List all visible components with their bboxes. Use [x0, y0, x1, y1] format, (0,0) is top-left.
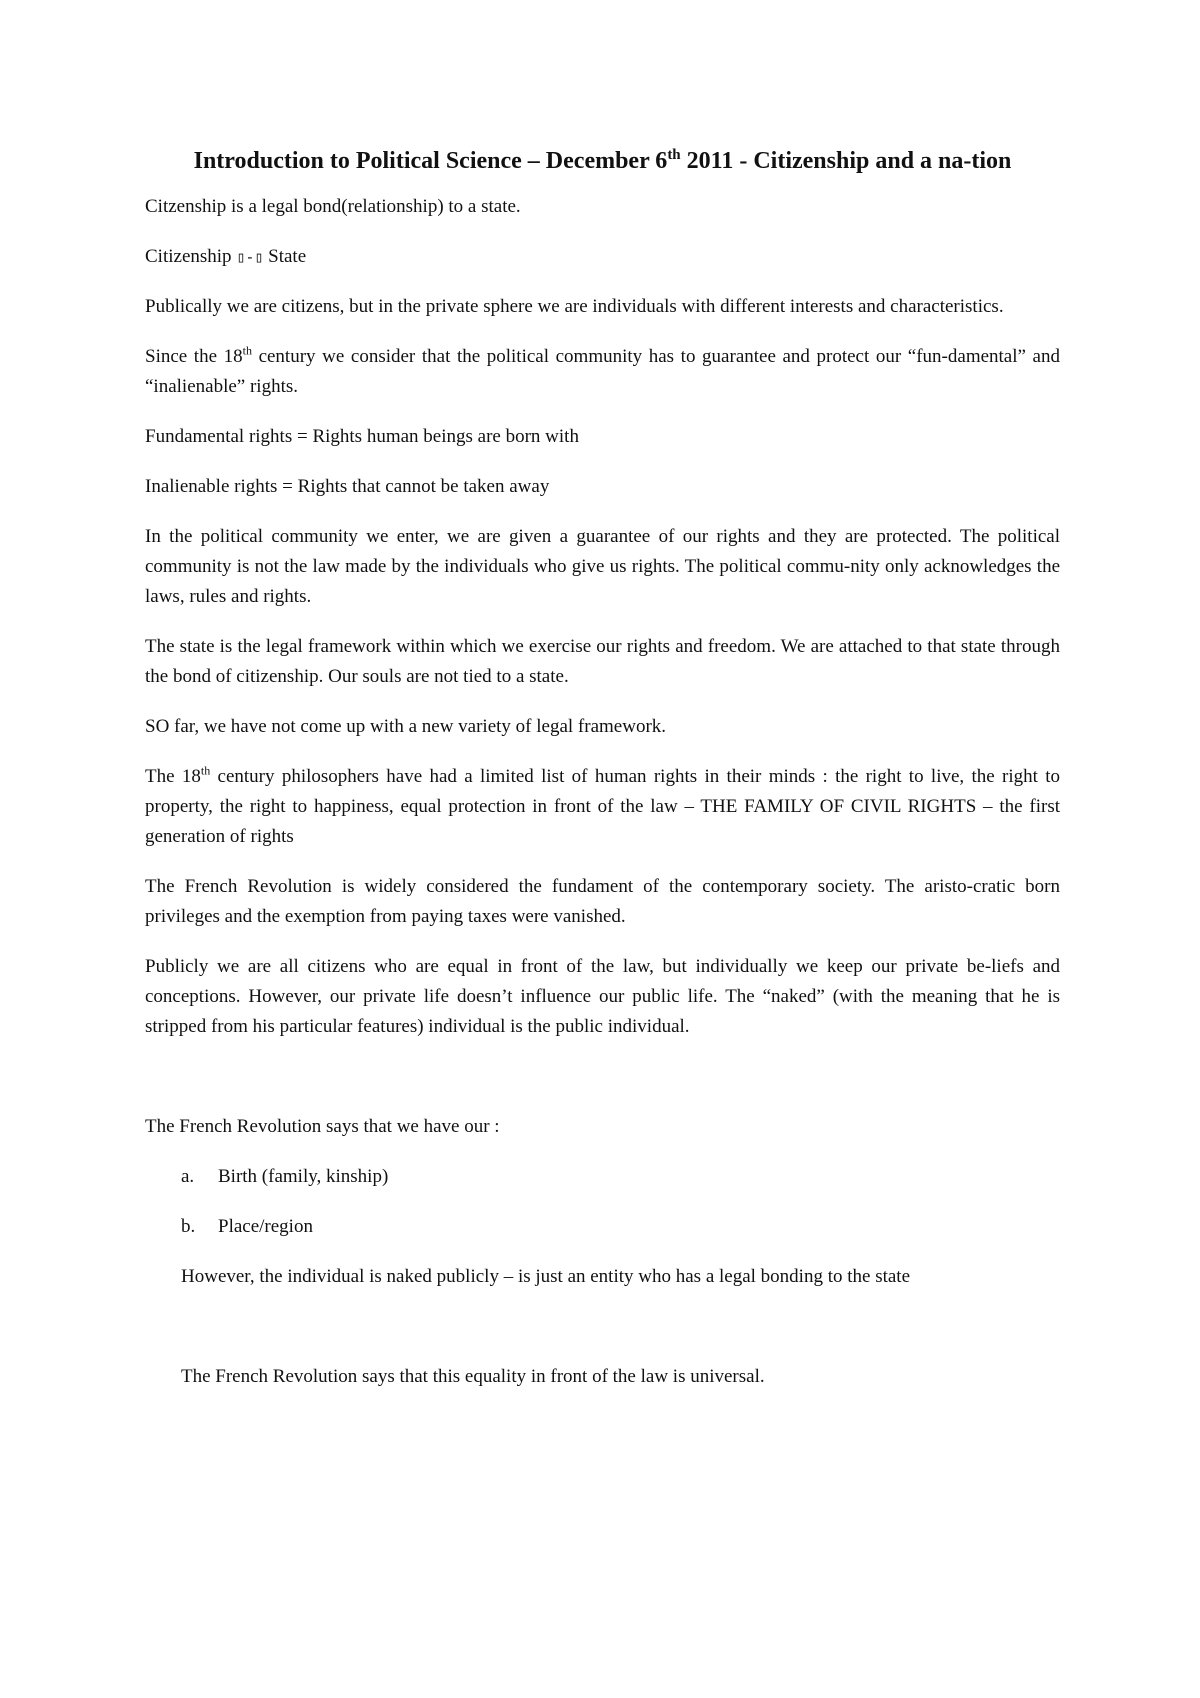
p4-text-end: century we consider that the political community has to guarantee and protect our “fun-damental” and “inalienable” rights. — [145, 346, 1060, 397]
paragraph-universal-equality: The French Revolution says that this equality in front of the law is universal. — [181, 1366, 765, 1387]
paragraph-inalienable-rights: Inalienable rights = Rights that cannot be taken away — [145, 476, 550, 497]
paragraph-so-far: SO far, we have not come up with a new variety of legal framework. — [145, 716, 667, 737]
paragraph-publicly-equal: Publicly we are all citizens who are equal in front of the law, but individually we keep our private be-liefs and conceptions. However, our private life doesn’t influence our public life. The “naked” (with the meaning that he is stripped from his particular features) individual is the public individual. — [145, 956, 1060, 1037]
citizenship-word: Citizenship — [145, 246, 232, 267]
list-item — [181, 1212, 1060, 1242]
list-item-text: Birth (family, kinship) — [218, 1166, 389, 1187]
double-arrow-icon: ▯-▯ — [236, 248, 264, 266]
paragraph-public-private: Publically we are citizens, but in the private sphere we are individuals with different interests and characteristics. — [145, 296, 1004, 317]
paragraph-citizenship-state — [145, 242, 1060, 272]
paragraph-legal-framework: The state is the legal framework within which we exercise our rights and freedom. We are attached to that state through the bond of citizenship. Our souls are not tied to a state. — [145, 636, 1060, 687]
paragraph-we-have-our: The French Revolution says that we have our : — [145, 1116, 500, 1137]
paragraph-naked-publicly: However, the individual is naked publicly – is just an entity who has a legal bonding to the state — [181, 1266, 911, 1287]
p10-superscript: th — [200, 763, 211, 778]
list-marker: b. — [181, 1216, 196, 1237]
title-text-end: 2011 - Citizenship and a na-tion — [680, 148, 1012, 174]
paragraph-philosophers — [145, 762, 1060, 852]
p10-text: The 18 — [145, 766, 201, 787]
p4-text: Since the 18 — [145, 346, 243, 367]
attributes-list — [145, 1162, 1060, 1242]
spacer — [145, 1062, 1060, 1112]
p4-superscript: th — [242, 343, 252, 358]
title-text: Introduction to Political Science – December 6 — [193, 148, 668, 174]
document-body — [145, 142, 1060, 1412]
spacer — [145, 1312, 1060, 1362]
list-marker: a. — [181, 1166, 195, 1187]
p10-text-end: century philosophers have had a limited list of human rights in their minds : the right to live, the right to property, the right to happiness, equal protection in front of the law – THE FAMILY OF CIVIL RIGHTS – the first generation of rights — [145, 766, 1060, 847]
list-item — [181, 1162, 1060, 1192]
paragraph-fundamental-rights: Fundamental rights = Rights human beings are born with — [145, 426, 579, 447]
paragraph-18th-century — [145, 342, 1060, 402]
list-item-text: Place/region — [218, 1216, 313, 1237]
paragraph-citizenship-definition: Citzenship is a legal bond(relationship) to a state. — [145, 196, 521, 217]
document-title — [145, 142, 1060, 180]
paragraph-political-community: In the political community we enter, we are given a guarantee of our rights and they are protected. The political community is not the law made by the individuals who give us rights. The political commu-nity only acknowledges the laws, rules and rights. — [145, 526, 1060, 607]
state-word: State — [268, 246, 307, 267]
title-superscript: th — [667, 147, 681, 163]
paragraph-french-revolution: The French Revolution is widely considered the fundament of the contemporary society. The aristo-cratic born privileges and the exemption from paying taxes were vanished. — [145, 876, 1060, 927]
